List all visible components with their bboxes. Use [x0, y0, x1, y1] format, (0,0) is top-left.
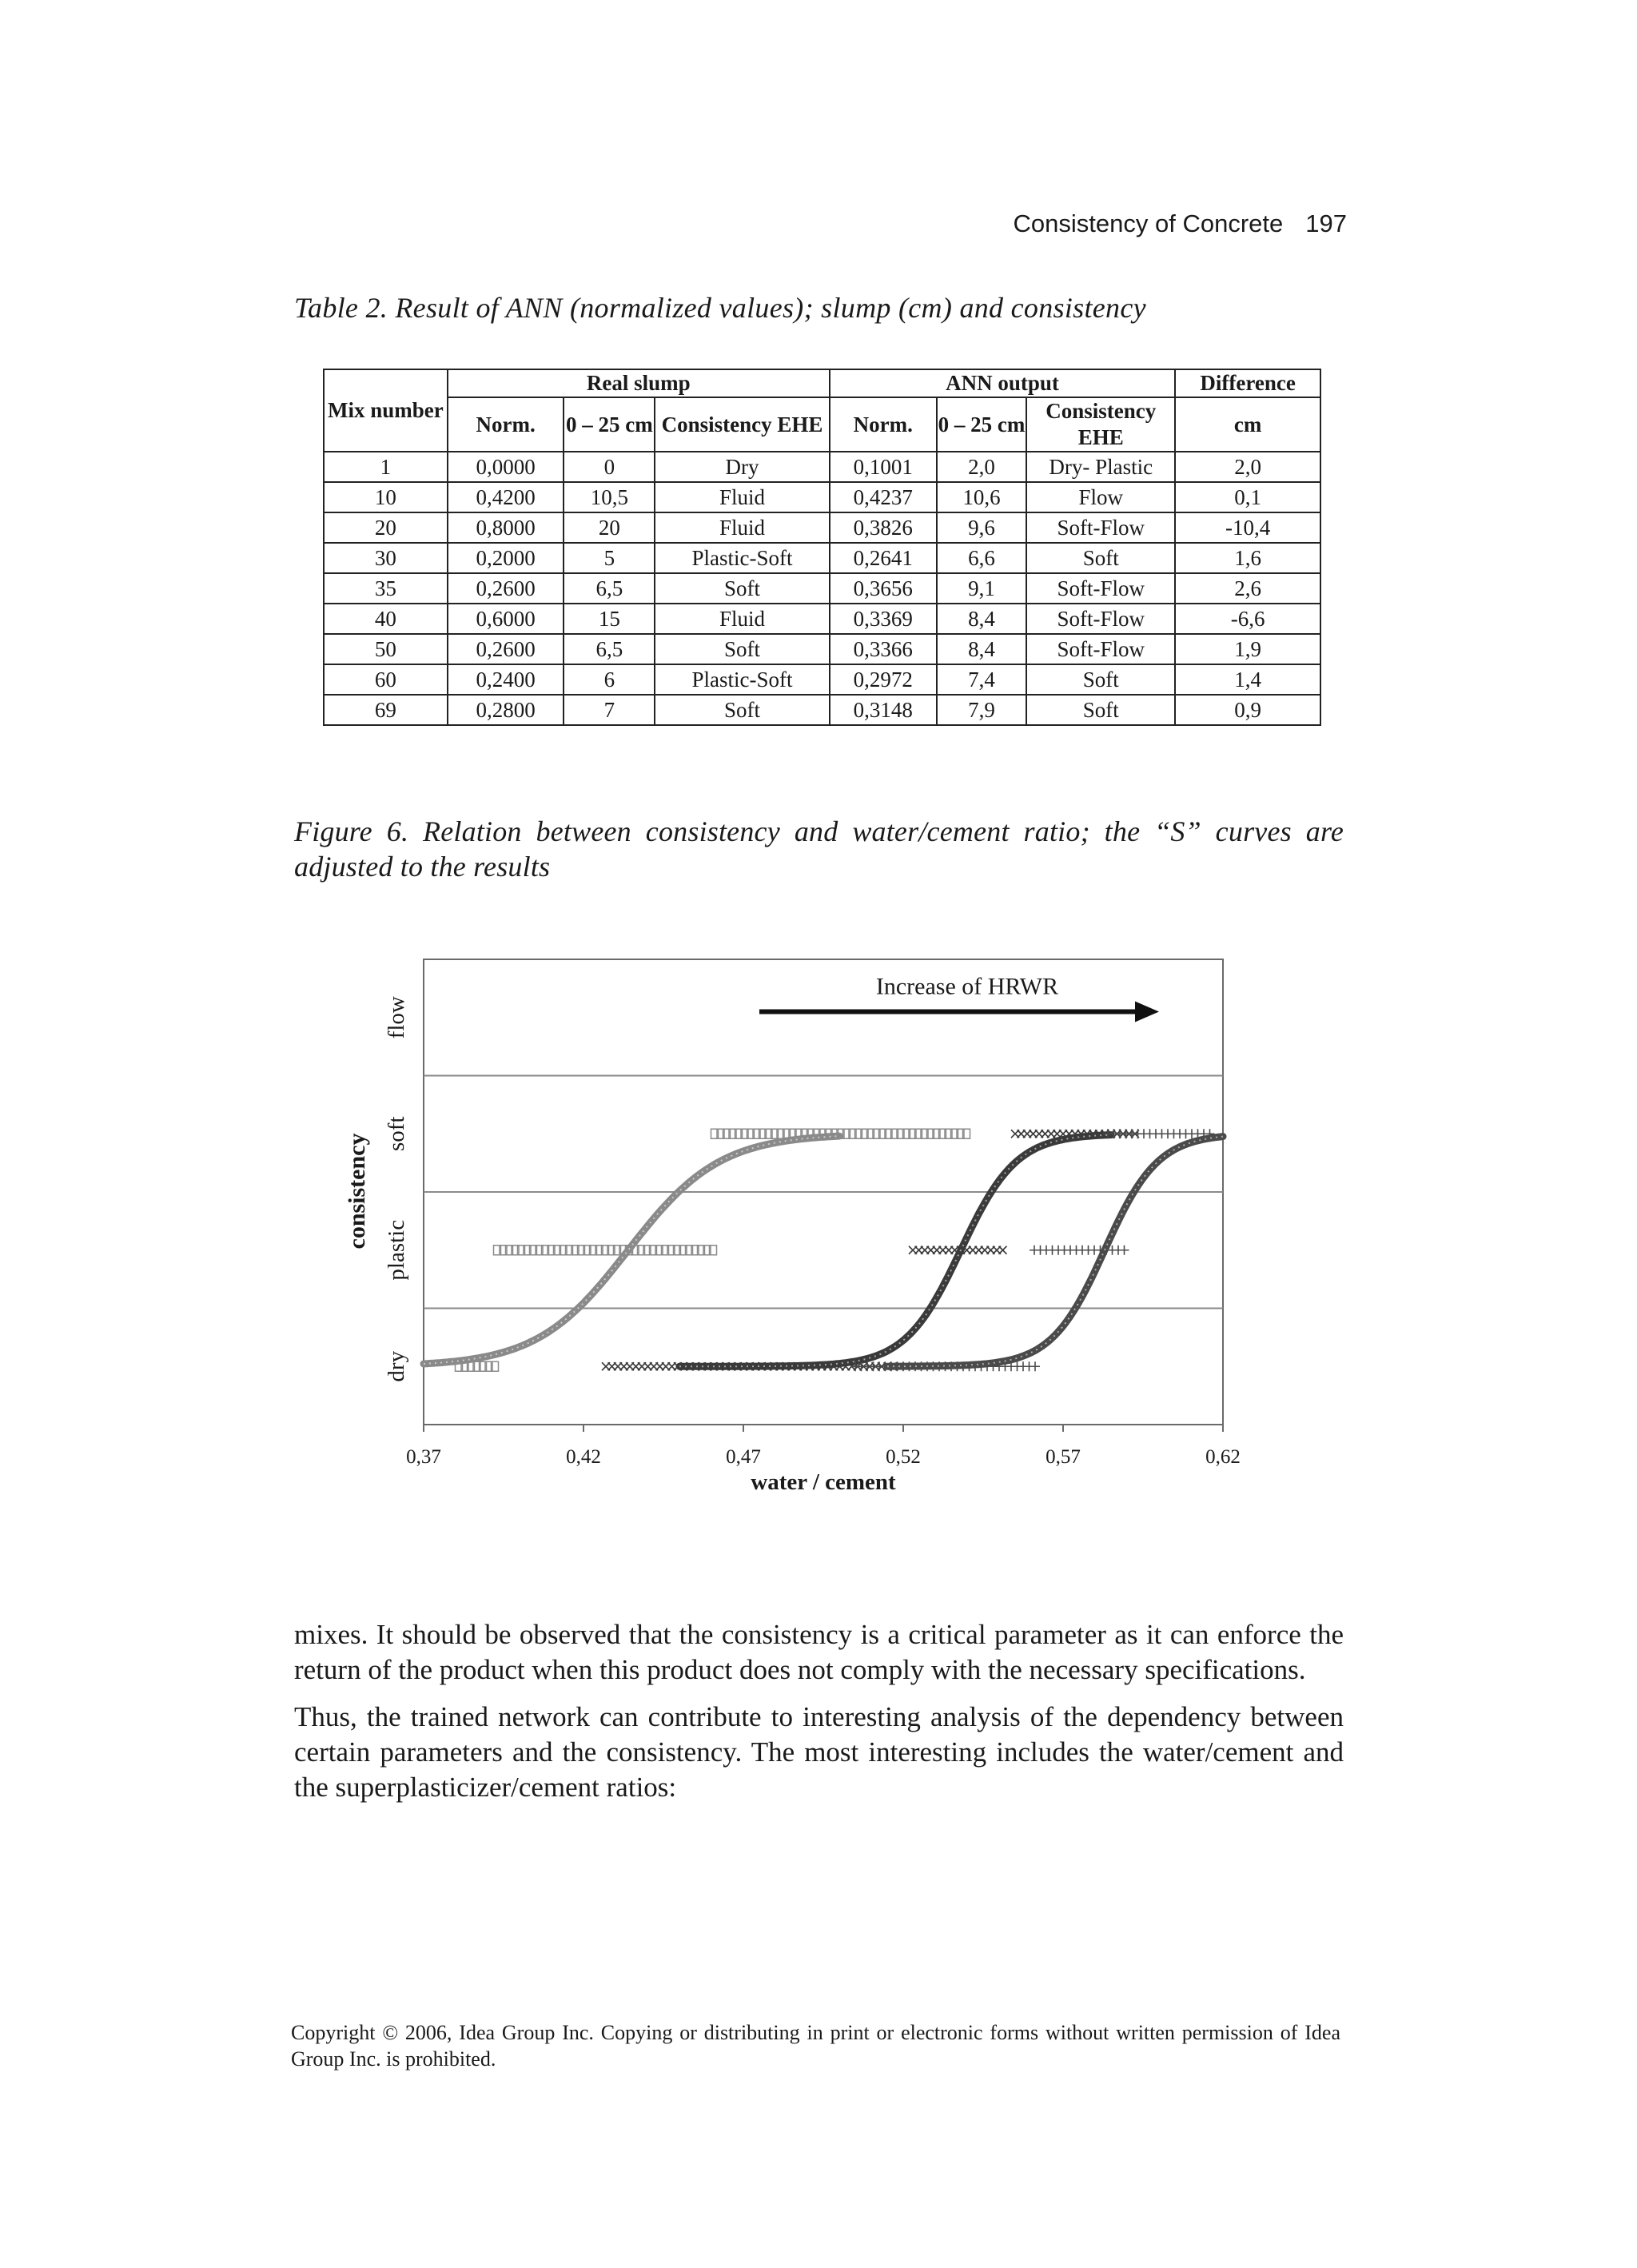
cell-mix-number: 20: [324, 512, 448, 543]
fitted-s-curve: [424, 1136, 839, 1364]
cell-real-slump-cm: 6,5: [564, 573, 655, 604]
header-difference-unit: cm: [1175, 397, 1320, 452]
cell-ann-slump-cm: 2,0: [937, 452, 1027, 482]
cell-real-consistency: Fluid: [655, 512, 830, 543]
cell-real-consistency: Soft: [655, 634, 830, 664]
observed-range: [1030, 1246, 1129, 1255]
cell-ann-consistency: Soft: [1026, 543, 1175, 573]
cell-difference-cm: 2,6: [1175, 573, 1320, 604]
cell-ann-consistency: Soft-Flow: [1026, 512, 1175, 543]
cell-difference-cm: 1,9: [1175, 634, 1320, 664]
cell-ann-consistency: Soft: [1026, 664, 1175, 695]
cell-ann-slump-cm: 7,9: [937, 695, 1027, 725]
y-category-label: plastic: [384, 1219, 409, 1281]
cell-difference-cm: 0,1: [1175, 482, 1320, 512]
cell-real-consistency: Fluid: [655, 482, 830, 512]
cell-real-norm: 0,0000: [448, 452, 564, 482]
cell-real-slump-cm: 5: [564, 543, 655, 573]
cell-real-norm: 0,2800: [448, 695, 564, 725]
hrwr-annotation: [759, 973, 1159, 1022]
cell-ann-norm: 0,3366: [830, 634, 937, 664]
header-real-slump: Real slump: [448, 369, 830, 397]
cell-ann-norm: 0,3826: [830, 512, 937, 543]
cell-ann-slump-cm: 9,6: [937, 512, 1027, 543]
cell-mix-number: 60: [324, 664, 448, 695]
cell-mix-number: 35: [324, 573, 448, 604]
cell-mix-number: 30: [324, 543, 448, 573]
cell-ann-consistency: Soft-Flow: [1026, 604, 1175, 634]
y-category-labels: [384, 996, 409, 1381]
copyright-notice: Copyright © 2006, Idea Group Inc. Copying or distributing in print or electronic forms without written permission of Idea Group Inc. is prohibited.: [291, 2021, 1340, 2071]
cell-ann-consistency: Soft: [1026, 695, 1175, 725]
header-difference: Difference: [1175, 369, 1320, 397]
observed-range: [494, 1246, 717, 1255]
header-ann-norm: Norm.: [830, 397, 937, 452]
figure-caption: Figure 6. Relation between consistency and water/cement ratio; the “S” curves are adjusted to the results: [294, 815, 1344, 883]
cell-real-norm: 0,2600: [448, 573, 564, 604]
cell-real-consistency: Plastic-Soft: [655, 664, 830, 695]
cell-difference-cm: -10,4: [1175, 512, 1320, 543]
body-paragraph-1: mixes. It should be observed that the consistency is a critical parameter as it can enforce the return of the product when this product does not comply with the necessary specifications.: [294, 1619, 1344, 1685]
arrow-head-icon: [1135, 1001, 1159, 1022]
data-point: [1030, 1361, 1040, 1371]
header-real-norm: Norm.: [448, 397, 564, 452]
cell-ann-norm: 0,3369: [830, 604, 937, 634]
cell-ann-slump-cm: 9,1: [937, 573, 1027, 604]
cell-ann-slump-cm: 8,4: [937, 634, 1027, 664]
data-point: [1120, 1246, 1129, 1255]
cell-real-slump-cm: 7: [564, 695, 655, 725]
table-row: [324, 482, 1320, 512]
cell-ann-slump-cm: 8,4: [937, 604, 1027, 634]
cell-real-consistency: Dry: [655, 452, 830, 482]
cell-difference-cm: 0,9: [1175, 695, 1320, 725]
header-real-consistency: Consistency EHE: [655, 397, 830, 452]
x-ticks: [406, 1425, 1241, 1468]
chart-series: [424, 1129, 1223, 1371]
cell-mix-number: 69: [324, 695, 448, 725]
gridlines: [424, 1076, 1223, 1309]
cell-mix-number: 10: [324, 482, 448, 512]
table-row: [324, 604, 1320, 634]
cell-real-norm: 0,2000: [448, 543, 564, 573]
cell-real-slump-cm: 6: [564, 664, 655, 695]
table-row: [324, 512, 1320, 543]
table-row: [324, 452, 1320, 482]
table-row: [324, 695, 1320, 725]
x-tick-label: 0,57: [1046, 1446, 1081, 1468]
body-text: [294, 1617, 1344, 1817]
cell-ann-slump-cm: 10,6: [937, 482, 1027, 512]
results-table: [323, 369, 1321, 726]
table-caption: Table 2. Result of ANN (normalized values); slump (cm) and consistency: [294, 292, 1146, 324]
table-row: [324, 573, 1320, 604]
annotation-text: Increase of HRWR: [875, 973, 1059, 1000]
cell-difference-cm: 1,6: [1175, 543, 1320, 573]
cell-difference-cm: 1,4: [1175, 664, 1320, 695]
y-category-label: dry: [384, 1350, 409, 1382]
x-tick-label: 0,47: [726, 1446, 761, 1468]
cell-difference-cm: -6,6: [1175, 604, 1320, 634]
x-tick-label: 0,37: [406, 1446, 441, 1468]
consistency-chart: [304, 927, 1263, 1511]
cell-ann-consistency: Soft-Flow: [1026, 573, 1175, 604]
cell-real-norm: 0,4200: [448, 482, 564, 512]
cell-real-slump-cm: 10,5: [564, 482, 655, 512]
header-real-range: 0 – 25 cm: [564, 397, 655, 452]
cell-real-slump-cm: 6,5: [564, 634, 655, 664]
cell-ann-slump-cm: 6,6: [937, 543, 1027, 573]
cell-mix-number: 1: [324, 452, 448, 482]
cell-ann-norm: 0,4237: [830, 482, 937, 512]
cell-real-norm: 0,6000: [448, 604, 564, 634]
x-tick-label: 0,62: [1205, 1446, 1241, 1468]
cell-ann-norm: 0,1001: [830, 452, 937, 482]
cell-ann-slump-cm: 7,4: [937, 664, 1027, 695]
cell-real-consistency: Soft: [655, 695, 830, 725]
x-axis-title: water / cement: [751, 1469, 896, 1495]
x-tick-label: 0,42: [566, 1446, 601, 1468]
y-category-label: flow: [384, 996, 409, 1039]
cell-real-slump-cm: 0: [564, 452, 655, 482]
cell-real-norm: 0,2400: [448, 664, 564, 695]
body-paragraph-2: Thus, the trained network can contribute to interesting analysis of the dependency between certain parameters and the consistency. The most interesting includes the water/cement and the superplasticizer/cement ratios:: [294, 1701, 1344, 1803]
header-ann-range: 0 – 25 cm: [937, 397, 1027, 452]
cell-ann-norm: 0,3656: [830, 573, 937, 604]
cell-difference-cm: 2,0: [1175, 452, 1320, 482]
cell-real-norm: 0,2600: [448, 634, 564, 664]
running-head-title: Consistency of Concrete: [1013, 209, 1284, 237]
cell-ann-consistency: Flow: [1026, 482, 1175, 512]
x-tick-label: 0,52: [886, 1446, 921, 1468]
y-category-label: soft: [384, 1116, 409, 1151]
header-ann-consistency: Consistency EHE: [1026, 397, 1175, 452]
cell-ann-norm: 0,2972: [830, 664, 937, 695]
running-head: [1014, 209, 1347, 238]
series-1: [424, 1129, 970, 1371]
cell-ann-norm: 0,3148: [830, 695, 937, 725]
table-row: [324, 543, 1320, 573]
cell-real-consistency: Plastic-Soft: [655, 543, 830, 573]
table-row: [324, 664, 1320, 695]
cell-mix-number: 50: [324, 634, 448, 664]
cell-mix-number: 40: [324, 604, 448, 634]
cell-real-slump-cm: 15: [564, 604, 655, 634]
cell-real-norm: 0,8000: [448, 512, 564, 543]
table-row: [324, 634, 1320, 664]
y-axis-title: consistency: [344, 1133, 370, 1250]
page-number: 197: [1305, 209, 1347, 237]
cell-real-slump-cm: 20: [564, 512, 655, 543]
cell-real-consistency: Fluid: [655, 604, 830, 634]
cell-ann-norm: 0,2641: [830, 543, 937, 573]
header-ann-output: ANN output: [830, 369, 1175, 397]
cell-ann-consistency: Soft-Flow: [1026, 634, 1175, 664]
cell-ann-consistency: Dry- Plastic: [1026, 452, 1175, 482]
data-point: [999, 1246, 1007, 1254]
header-mix-number: Mix number: [324, 369, 448, 452]
cell-real-consistency: Soft: [655, 573, 830, 604]
